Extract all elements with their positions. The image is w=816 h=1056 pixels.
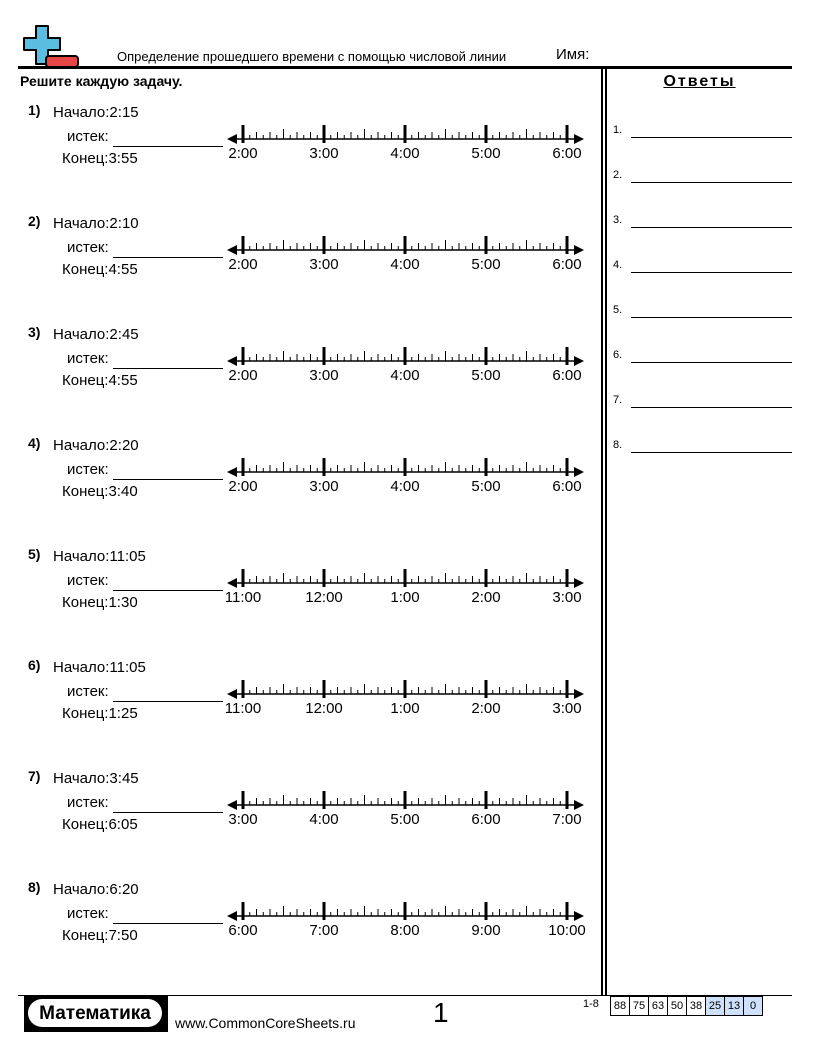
tick-label: 11:00 bbox=[224, 700, 262, 717]
header-rule bbox=[18, 66, 792, 69]
tick-label: 6:00 bbox=[228, 922, 258, 939]
problem-number: 6) bbox=[28, 657, 41, 673]
start-time: Начало:6:20 bbox=[53, 881, 139, 898]
tick-label: 2:00 bbox=[228, 145, 258, 162]
problem-number: 1) bbox=[28, 102, 41, 118]
number-line bbox=[226, 119, 590, 175]
tick-label: 2:00 bbox=[471, 589, 501, 606]
brand-label: Математика bbox=[28, 999, 162, 1027]
number-line bbox=[226, 230, 590, 286]
answer-number: 1. bbox=[613, 124, 623, 136]
number-line-graphic bbox=[226, 896, 590, 922]
elapsed-answer-field[interactable] bbox=[113, 590, 223, 591]
right-arrow-icon bbox=[574, 800, 584, 810]
site-url: www.CommonCoreSheets.ru bbox=[175, 1015, 356, 1031]
problem-number: 2) bbox=[28, 213, 41, 229]
elapsed-label: истек: bbox=[67, 350, 109, 367]
number-line bbox=[226, 341, 590, 397]
right-arrow-icon bbox=[574, 911, 584, 921]
answer-item bbox=[613, 394, 793, 414]
column-divider bbox=[605, 69, 607, 995]
plus-minus-logo bbox=[22, 24, 80, 68]
answer-field[interactable] bbox=[631, 137, 792, 138]
score-cell: 88 bbox=[611, 997, 630, 1015]
left-arrow-icon bbox=[227, 245, 237, 255]
tick-label: 5:00 bbox=[471, 478, 501, 495]
score-cell: 38 bbox=[687, 997, 706, 1015]
problem-number: 8) bbox=[28, 879, 41, 895]
tick-label: 1:00 bbox=[390, 589, 420, 606]
tick-label: 2:00 bbox=[228, 256, 258, 273]
score-cell: 25 bbox=[706, 997, 725, 1015]
elapsed-label: истек: bbox=[67, 794, 109, 811]
answer-field[interactable] bbox=[631, 227, 792, 228]
tick-label: 4:00 bbox=[390, 367, 420, 384]
score-cell: 13 bbox=[725, 997, 744, 1015]
tick-label: 5:00 bbox=[471, 256, 501, 273]
problem bbox=[0, 324, 600, 424]
number-line-graphic bbox=[226, 674, 590, 700]
number-line bbox=[226, 452, 590, 508]
elapsed-answer-field[interactable] bbox=[113, 701, 223, 702]
tick-label: 12:00 bbox=[305, 589, 343, 606]
tick-label: 3:00 bbox=[552, 589, 582, 606]
answer-item bbox=[613, 214, 793, 234]
score-cell: 50 bbox=[668, 997, 687, 1015]
left-arrow-icon bbox=[227, 578, 237, 588]
end-time: Конец:3:55 bbox=[62, 150, 138, 167]
start-time: Начало:2:45 bbox=[53, 326, 139, 343]
answer-number: 3. bbox=[613, 214, 623, 226]
page-number: 1 bbox=[433, 997, 449, 1028]
right-arrow-icon bbox=[574, 467, 584, 477]
problem bbox=[0, 102, 600, 202]
elapsed-answer-field[interactable] bbox=[113, 812, 223, 813]
column-divider bbox=[601, 69, 603, 995]
score-cell: 75 bbox=[630, 997, 649, 1015]
right-arrow-icon bbox=[574, 689, 584, 699]
tick-label: 3:00 bbox=[228, 811, 258, 828]
left-arrow-icon bbox=[227, 911, 237, 921]
elapsed-answer-field[interactable] bbox=[113, 479, 223, 480]
elapsed-label: истек: bbox=[67, 461, 109, 478]
end-time: Конец:6:05 bbox=[62, 816, 138, 833]
tick-label: 5:00 bbox=[390, 811, 420, 828]
number-line-graphic bbox=[226, 563, 590, 589]
left-arrow-icon bbox=[227, 467, 237, 477]
answer-item bbox=[613, 439, 793, 459]
name-label: Имя: bbox=[556, 46, 590, 63]
tick-label: 6:00 bbox=[552, 367, 582, 384]
problem bbox=[0, 657, 600, 757]
elapsed-label: истек: bbox=[67, 239, 109, 256]
answer-number: 2. bbox=[613, 169, 623, 181]
start-time: Начало:2:10 bbox=[53, 215, 139, 232]
tick-label: 3:00 bbox=[309, 145, 339, 162]
answers-title: Ответы bbox=[663, 73, 736, 90]
end-time: Конец:1:25 bbox=[62, 705, 138, 722]
number-line bbox=[226, 785, 590, 841]
elapsed-answer-field[interactable] bbox=[113, 923, 223, 924]
tick-label: 7:00 bbox=[309, 922, 339, 939]
left-arrow-icon bbox=[227, 800, 237, 810]
answer-number: 5. bbox=[613, 304, 623, 316]
problem-number: 7) bbox=[28, 768, 41, 784]
end-time: Конец:4:55 bbox=[62, 261, 138, 278]
number-line-graphic bbox=[226, 119, 590, 145]
number-line-graphic bbox=[226, 341, 590, 367]
answer-field[interactable] bbox=[631, 362, 792, 363]
tick-label: 5:00 bbox=[471, 367, 501, 384]
tick-label: 8:00 bbox=[390, 922, 420, 939]
start-time: Начало:2:15 bbox=[53, 104, 139, 121]
instructions: Решите каждую задачу. bbox=[20, 73, 183, 89]
problem bbox=[0, 435, 600, 535]
elapsed-label: истек: bbox=[67, 905, 109, 922]
start-time: Начало:11:05 bbox=[53, 659, 146, 676]
elapsed-answer-field[interactable] bbox=[113, 146, 223, 147]
tick-label: 2:00 bbox=[471, 700, 501, 717]
answer-item bbox=[613, 124, 793, 144]
left-arrow-icon bbox=[227, 689, 237, 699]
answer-item bbox=[613, 349, 793, 369]
answer-field[interactable] bbox=[631, 317, 792, 318]
end-time: Конец:4:55 bbox=[62, 372, 138, 389]
answer-number: 4. bbox=[613, 259, 623, 271]
problem bbox=[0, 213, 600, 313]
tick-label: 4:00 bbox=[390, 256, 420, 273]
right-arrow-icon bbox=[574, 578, 584, 588]
problem-number: 4) bbox=[28, 435, 41, 451]
end-time: Конец:7:50 bbox=[62, 927, 138, 944]
number-line-graphic bbox=[226, 452, 590, 478]
tick-label: 11:00 bbox=[224, 589, 262, 606]
problem bbox=[0, 879, 600, 979]
score-cell: 63 bbox=[649, 997, 668, 1015]
tick-label: 3:00 bbox=[309, 256, 339, 273]
answer-item bbox=[613, 259, 793, 279]
tick-label: 3:00 bbox=[309, 367, 339, 384]
elapsed-label: истек: bbox=[67, 683, 109, 700]
tick-label: 4:00 bbox=[309, 811, 339, 828]
tick-label: 9:00 bbox=[471, 922, 501, 939]
answer-item bbox=[613, 304, 793, 324]
tick-label: 4:00 bbox=[390, 478, 420, 495]
answer-field[interactable] bbox=[631, 452, 792, 453]
score-cell: 0 bbox=[744, 997, 762, 1015]
problem bbox=[0, 546, 600, 646]
answer-item bbox=[613, 169, 793, 189]
tick-label: 2:00 bbox=[228, 367, 258, 384]
problem-number: 5) bbox=[28, 546, 41, 562]
end-time: Конец:1:30 bbox=[62, 594, 138, 611]
tick-label: 12:00 bbox=[305, 700, 343, 717]
tick-label: 2:00 bbox=[228, 478, 258, 495]
problem-range: 1-8 bbox=[583, 998, 599, 1010]
left-arrow-icon bbox=[227, 134, 237, 144]
tick-label: 6:00 bbox=[471, 811, 501, 828]
right-arrow-icon bbox=[574, 245, 584, 255]
end-time: Конец:3:40 bbox=[62, 483, 138, 500]
tick-label: 3:00 bbox=[309, 478, 339, 495]
elapsed-answer-field[interactable] bbox=[113, 257, 223, 258]
answer-number: 6. bbox=[613, 349, 623, 361]
number-line-graphic bbox=[226, 230, 590, 256]
number-line bbox=[226, 896, 590, 952]
tick-label: 7:00 bbox=[552, 811, 582, 828]
problem bbox=[0, 768, 600, 868]
start-time: Начало:2:20 bbox=[53, 437, 139, 454]
tick-label: 5:00 bbox=[471, 145, 501, 162]
number-line bbox=[226, 674, 590, 730]
elapsed-answer-field[interactable] bbox=[113, 368, 223, 369]
elapsed-label: истек: bbox=[67, 572, 109, 589]
tick-label: 6:00 bbox=[552, 256, 582, 273]
answer-field[interactable] bbox=[631, 182, 792, 183]
answer-field[interactable] bbox=[631, 272, 792, 273]
tick-label: 6:00 bbox=[552, 478, 582, 495]
start-time: Начало:11:05 bbox=[53, 548, 146, 565]
tick-label: 4:00 bbox=[390, 145, 420, 162]
score-table bbox=[610, 996, 763, 1016]
answer-field[interactable] bbox=[631, 407, 792, 408]
tick-label: 1:00 bbox=[390, 700, 420, 717]
worksheet-title: Определение прошедшего времени с помощью числовой линии bbox=[117, 49, 507, 64]
answer-number: 7. bbox=[613, 394, 623, 406]
elapsed-label: истек: bbox=[67, 128, 109, 145]
answer-number: 8. bbox=[613, 439, 623, 451]
right-arrow-icon bbox=[574, 356, 584, 366]
brand-badge bbox=[24, 996, 168, 1032]
right-arrow-icon bbox=[574, 134, 584, 144]
tick-label: 3:00 bbox=[552, 700, 582, 717]
number-line-graphic bbox=[226, 785, 590, 811]
start-time: Начало:3:45 bbox=[53, 770, 139, 787]
tick-label: 10:00 bbox=[548, 922, 586, 939]
left-arrow-icon bbox=[227, 356, 237, 366]
tick-label: 6:00 bbox=[552, 145, 582, 162]
problem-number: 3) bbox=[28, 324, 41, 340]
number-line bbox=[226, 563, 590, 619]
